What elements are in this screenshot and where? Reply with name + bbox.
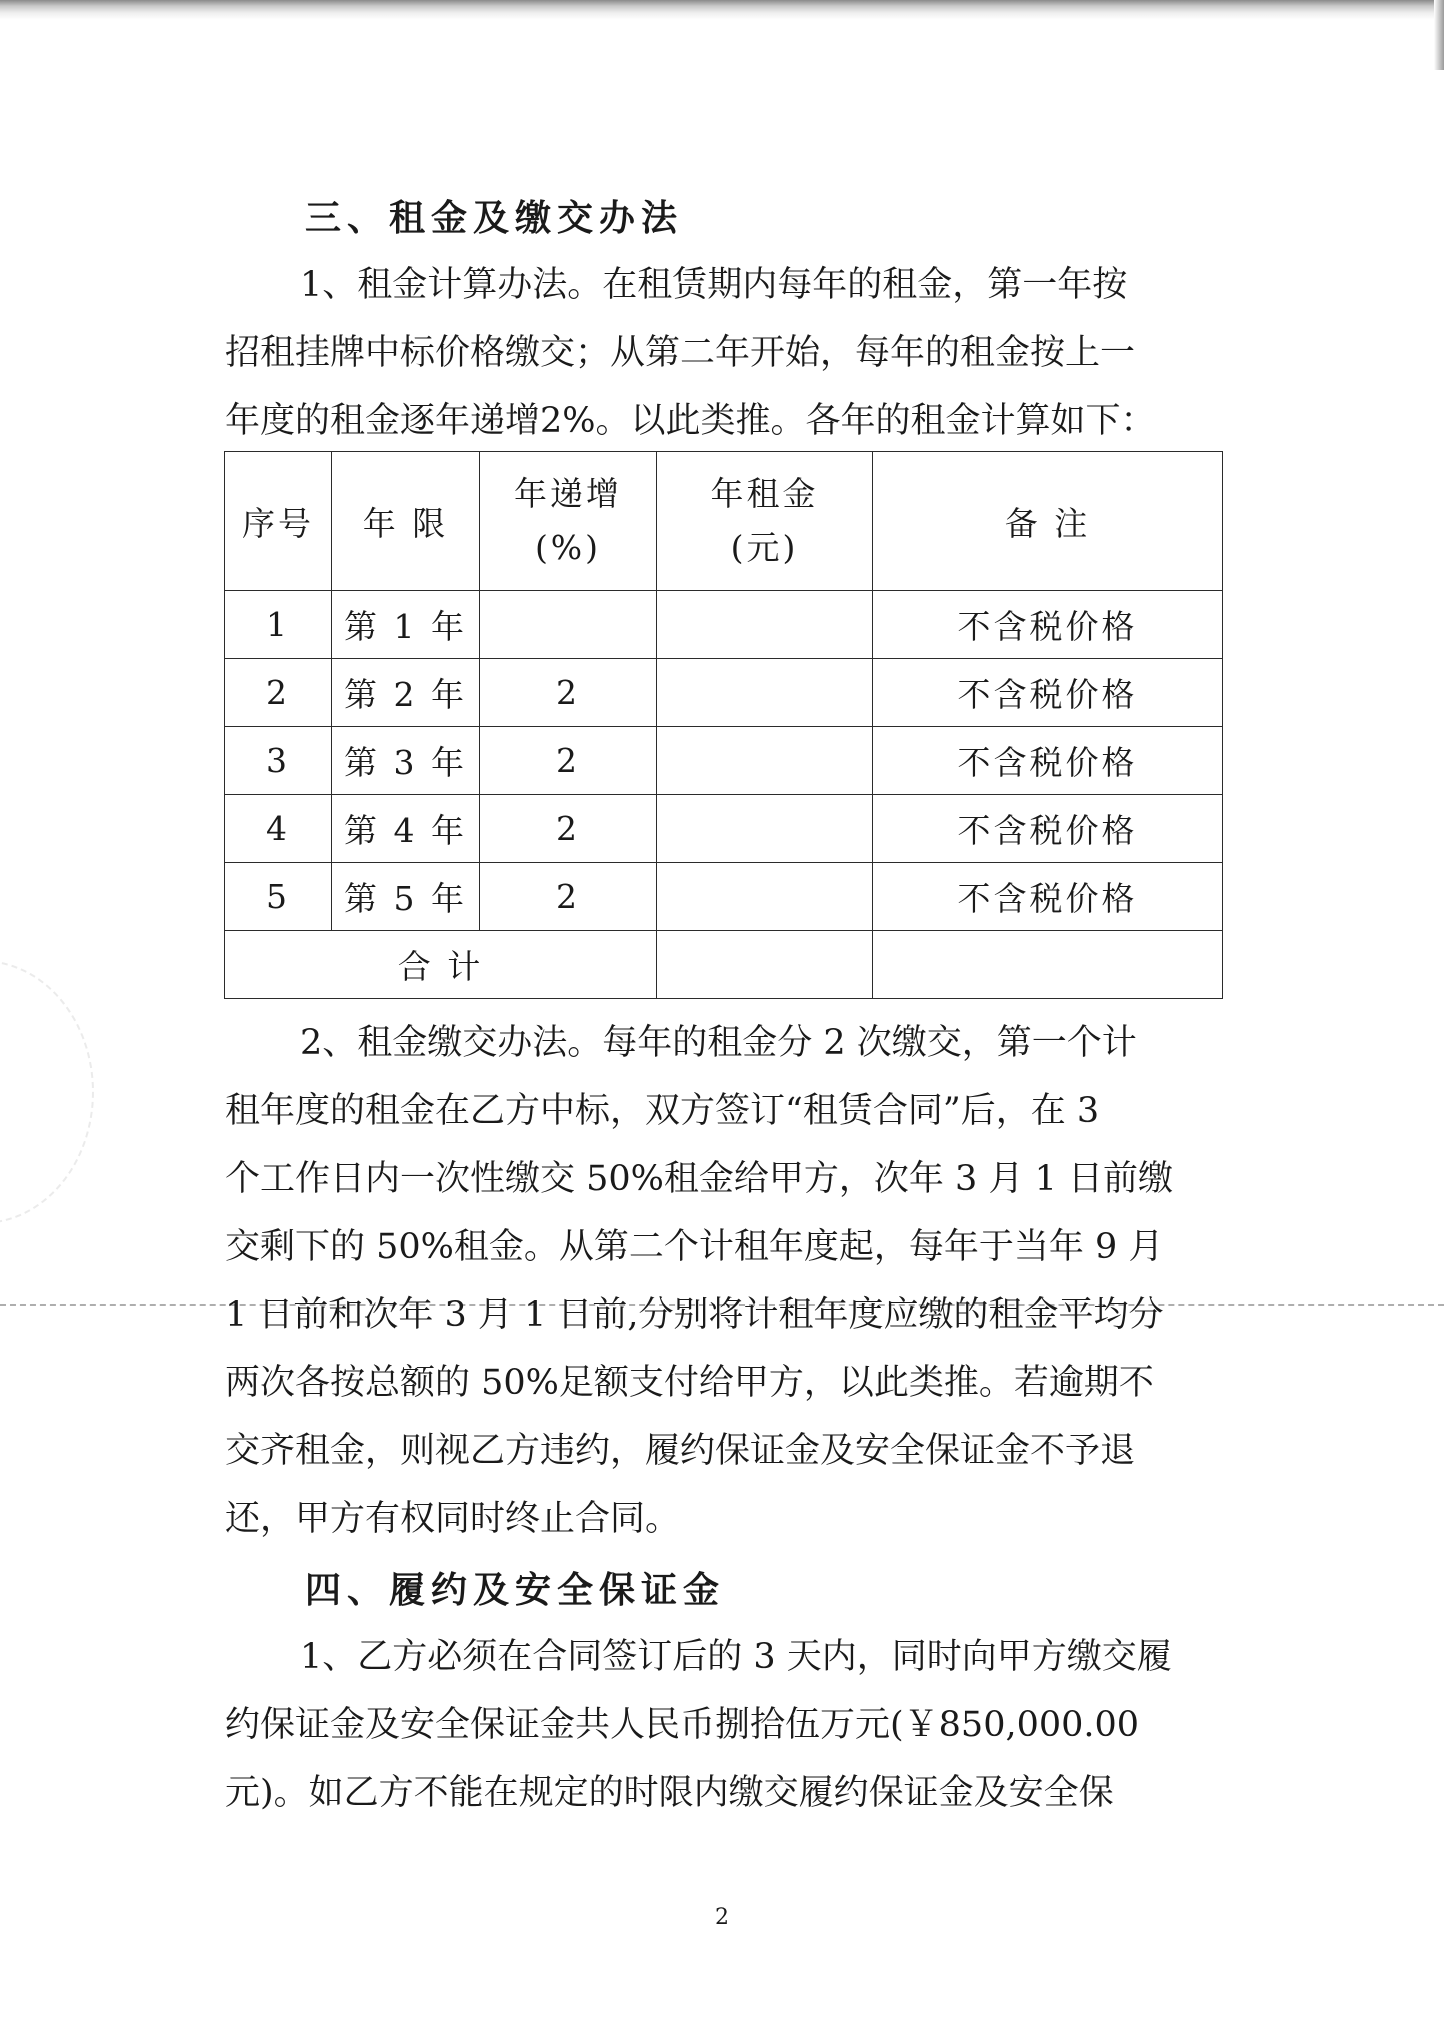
section-3-heading: 三、租金及缴交办法 [305, 197, 684, 239]
section-4-para1-line3: 元)。如乙方不能在规定的时限内缴交履约保证金及安全保 [225, 1773, 1114, 1813]
header-period: 年 限 [332, 452, 480, 591]
header-rent-line1: 年租金 [710, 474, 819, 513]
section-3-para2-line3: 个工作日内一次性缴交 50%租金给甲方，次年 3 月 1 日前缴 [225, 1159, 1173, 1199]
cell-index: 1 [225, 591, 332, 659]
section-3-para2-line2: 租年度的租金在乙方中标，双方签订“租赁合同”后，在 3 [225, 1091, 1100, 1131]
cell-remark: 不含税价格 [873, 795, 1223, 863]
cell-rent [657, 727, 873, 795]
cell-index: 5 [225, 863, 332, 931]
section-3-para2-line8: 还，甲方有权同时终止合同。 [225, 1499, 681, 1539]
header-increase-line2: (%) [534, 528, 602, 567]
cell-rent [657, 591, 873, 659]
cell-remark: 不含税价格 [873, 863, 1223, 931]
cell-period: 第 2 年 [332, 659, 480, 727]
cell-period: 第 4 年 [332, 795, 480, 863]
cell-rent [657, 659, 873, 727]
header-increase [480, 452, 657, 591]
header-remark: 备 注 [873, 452, 1223, 591]
header-rent-line2: (元) [730, 528, 799, 567]
section-3-para1-line2: 招租挂牌中标价格缴交；从第二年开始，每年的租金按上一 [225, 333, 1136, 373]
table-row [225, 863, 1223, 931]
cell-increase: 2 [480, 727, 657, 795]
table-row [225, 591, 1223, 659]
section-4-heading: 四、履约及安全保证金 [305, 1569, 726, 1611]
table-row [225, 795, 1223, 863]
cell-increase [480, 591, 657, 659]
table-total-row [225, 931, 1223, 999]
faint-seal-mark [0, 960, 94, 1224]
section-3-para2-line1: 2、租金缴交办法。每年的租金分 2 次缴交，第一个计 [300, 1023, 1137, 1063]
cell-period: 第 5 年 [332, 863, 480, 931]
cell-index: 4 [225, 795, 332, 863]
cell-remark: 不含税价格 [873, 727, 1223, 795]
cell-remark: 不含税价格 [873, 591, 1223, 659]
header-increase-line1: 年递增 [514, 474, 622, 513]
section-3-para2-line6: 两次各按总额的 50%足额支付给甲方，以此类推。若逾期不 [225, 1363, 1154, 1403]
table-row [225, 659, 1223, 727]
total-label: 合 计 [225, 931, 657, 999]
cell-index: 3 [225, 727, 332, 795]
section-3-para1-line3: 年度的租金逐年递增2%。以此类推。各年的租金计算如下： [225, 401, 1156, 441]
section-3-para2-line7: 交齐租金，则视乙方违约，履约保证金及安全保证金不予退 [225, 1431, 1136, 1471]
cell-increase: 2 [480, 863, 657, 931]
cell-period: 第 3 年 [332, 727, 480, 795]
cell-index: 2 [225, 659, 332, 727]
scan-edge-top [0, 0, 1444, 20]
cell-remark: 不含税价格 [873, 659, 1223, 727]
cell-increase: 2 [480, 659, 657, 727]
table-row [225, 727, 1223, 795]
section-4-para1-line2: 约保证金及安全保证金共人民币捌拾伍万元(￥850,000.00 [225, 1705, 1140, 1745]
cell-rent [657, 863, 873, 931]
cell-rent [657, 795, 873, 863]
header-index: 序号 [225, 452, 332, 591]
total-rent [657, 931, 873, 999]
rent-table [224, 451, 1223, 999]
total-remark [873, 931, 1223, 999]
section-4-para1-line1: 1、乙方必须在合同签订后的 3 天内，同时向甲方缴交履 [300, 1637, 1172, 1677]
rent-table-header-row [225, 452, 1223, 591]
cell-increase: 2 [480, 795, 657, 863]
cell-period: 第 1 年 [332, 591, 480, 659]
section-3-para2-line5: 1 日前和次年 3 月 1 日前,分别将计租年度应缴的租金平均分 [225, 1295, 1164, 1335]
page-number: 2 [715, 1905, 729, 1930]
scan-edge-right [1434, 0, 1444, 70]
section-3-para1-line1: 1、租金计算办法。在租赁期内每年的租金，第一年按 [300, 265, 1128, 305]
header-rent [657, 452, 873, 591]
section-3-para2-line4: 交剩下的 50%租金。从第二个计租年度起，每年于当年 9 月 [225, 1227, 1164, 1267]
